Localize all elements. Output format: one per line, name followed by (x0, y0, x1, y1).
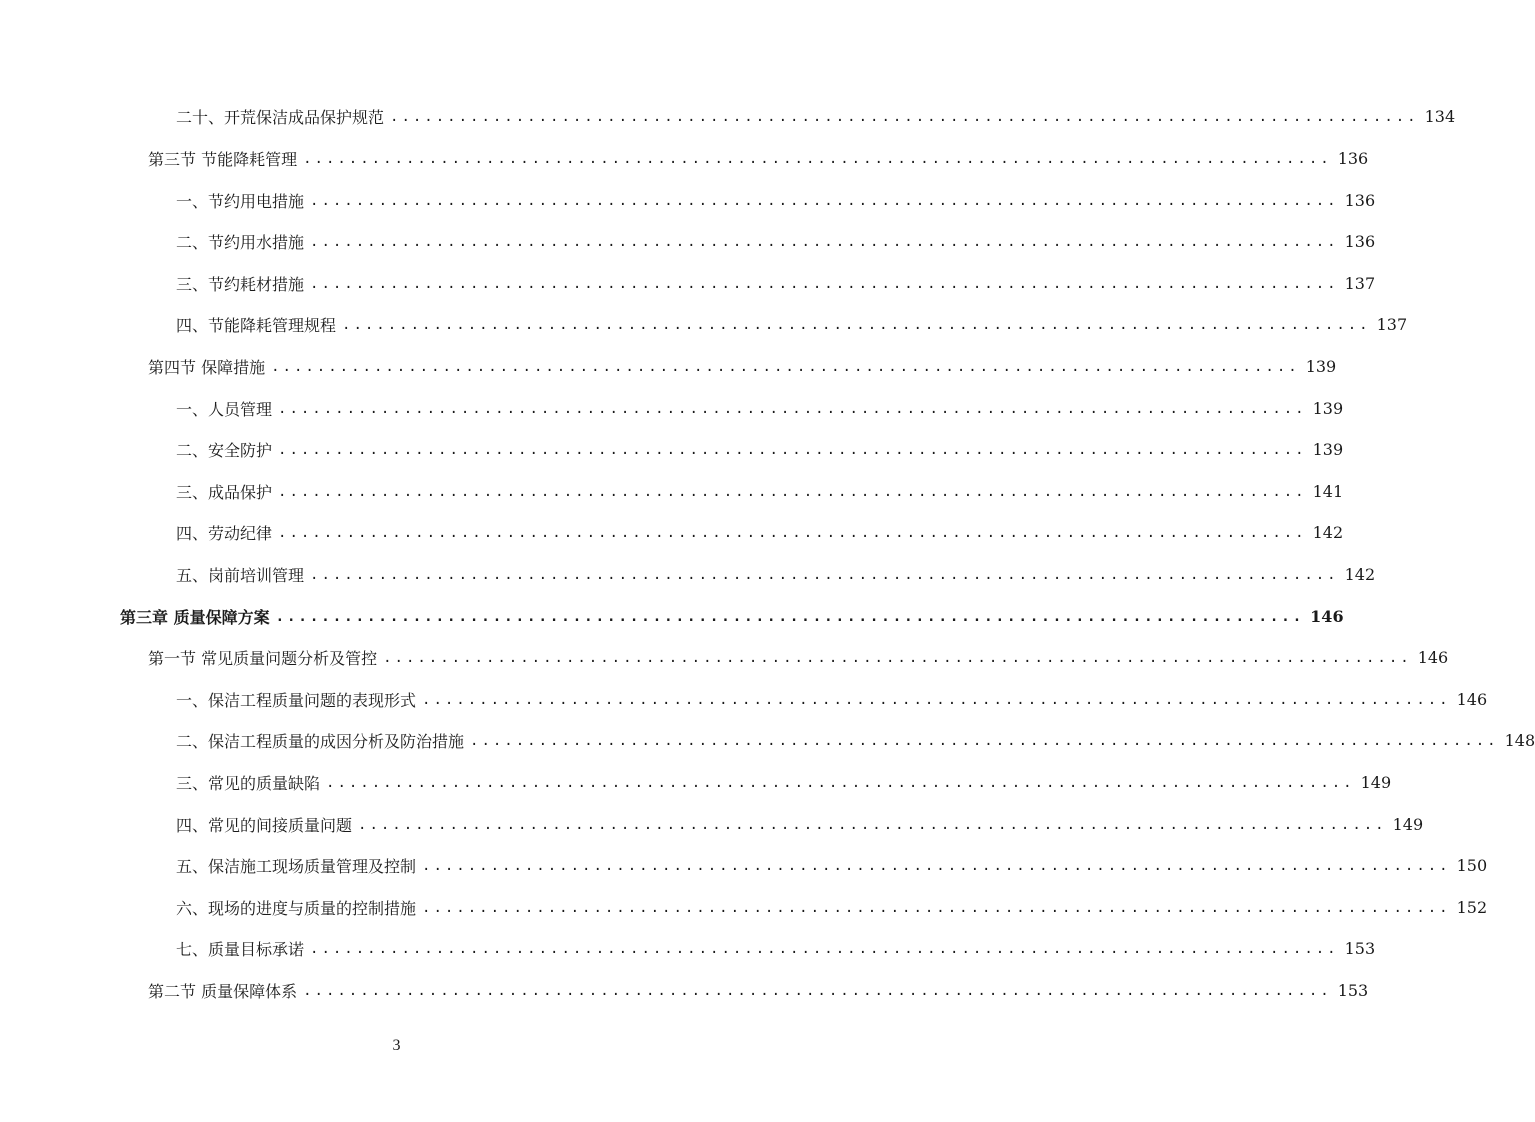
dot-leader: .......................................................................................... (278, 401, 1307, 417)
dot-leader: .......................................................................................... (303, 151, 1332, 167)
toc-entry-page: 136 (1344, 190, 1376, 210)
toc-entry-page: 136 (1344, 231, 1376, 251)
toc-entry-page: 152 (1456, 897, 1488, 917)
toc-entry[interactable] (176, 809, 1424, 839)
toc-entry-page: 150 (1456, 855, 1488, 875)
dot-leader: .......................................................................................... (310, 193, 1339, 209)
toc-entry-label: 二、保洁工程质量的成因分析及防治措施 (176, 731, 465, 751)
dot-leader: .......................................................................................... (310, 234, 1339, 250)
dot-leader: .......................................................................................... (326, 775, 1355, 791)
toc-entry-page: 146 (1456, 689, 1488, 709)
toc-entry-page: 146 (1417, 647, 1449, 667)
toc-entry[interactable] (148, 642, 1449, 672)
toc-entry[interactable] (176, 933, 1376, 963)
toc-entry[interactable] (176, 767, 1392, 797)
toc-entry-page: 141 (1312, 481, 1344, 501)
toc-entry-label: 一、人员管理 (176, 399, 273, 419)
toc-entry-label: 三、节约耗材措施 (176, 274, 305, 294)
dot-leader: .......................................................................................... (310, 941, 1339, 957)
dot-leader: .......................................................................................... (303, 983, 1332, 999)
dot-leader: .......................................................................................... (422, 858, 1451, 874)
toc-entry[interactable] (176, 309, 1408, 339)
toc-entry[interactable] (176, 559, 1376, 589)
dot-leader: .......................................................................................... (310, 276, 1339, 292)
toc-entry[interactable] (176, 850, 1488, 880)
toc-entry[interactable] (176, 101, 1456, 131)
toc-entry[interactable] (148, 143, 1369, 173)
dot-leader: .......................................................................................... (422, 692, 1451, 708)
toc-entry-page: 139 (1312, 439, 1344, 459)
toc-entry-label: 二、安全防护 (176, 440, 273, 460)
toc-entry[interactable] (176, 434, 1344, 464)
toc-entry-label: 四、劳动纪律 (176, 523, 273, 543)
toc-entry-page: 146 (1310, 606, 1344, 626)
toc-entry[interactable] (148, 351, 1337, 381)
toc-entry[interactable] (176, 517, 1344, 547)
toc-entry[interactable] (176, 476, 1344, 506)
toc-entry-label: 三、常见的质量缺陷 (176, 773, 321, 793)
toc-chapter-entry[interactable] (120, 601, 1344, 631)
toc-entry-page: 136 (1337, 148, 1369, 168)
toc-entry[interactable] (176, 892, 1488, 922)
toc-entry-page: 137 (1376, 314, 1408, 334)
toc-entry[interactable] (176, 268, 1376, 298)
dot-leader: .......................................................................................... (278, 525, 1307, 541)
toc-entry-page: 142 (1344, 564, 1376, 584)
toc-entry-page: 148 (1504, 730, 1535, 750)
dot-leader: .......................................................................................... (278, 442, 1307, 458)
toc-entry-page: 137 (1344, 273, 1376, 293)
toc-entry-page: 139 (1305, 356, 1337, 376)
toc-entry-label: 四、常见的间接质量问题 (176, 815, 353, 835)
toc-entry-label: 第四节 保障措施 (148, 357, 266, 377)
toc-entry-label: 二、节约用水措施 (176, 232, 305, 252)
toc-entry-label: 五、保洁施工现场质量管理及控制 (176, 856, 417, 876)
page-number: 3 (392, 1037, 401, 1054)
toc-entry-label: 二十、开荒保洁成品保护规范 (176, 107, 385, 127)
dot-leader: .......................................................................................... (310, 567, 1339, 583)
toc-entry-label: 三、成品保护 (176, 482, 273, 502)
toc-entry-label: 一、保洁工程质量问题的表现形式 (176, 690, 417, 710)
dot-leader: .......................................................................................... (422, 900, 1451, 916)
toc-entry-label: 第三章 质量保障方案 (120, 607, 270, 627)
toc-entry[interactable] (148, 975, 1369, 1005)
dot-leader: .......................................................................................... (278, 484, 1307, 500)
toc-entry-label: 第三节 节能降耗管理 (148, 149, 298, 169)
dot-leader: .......................................................................................... (358, 817, 1387, 833)
toc-entry-label: 第二节 质量保障体系 (148, 981, 298, 1001)
dot-leader: .......................................................................................... (342, 317, 1371, 333)
toc-entry[interactable] (176, 725, 1535, 755)
toc-entry-page: 139 (1312, 398, 1344, 418)
toc-entry-label: 一、节约用电措施 (176, 191, 305, 211)
toc-entry-label: 六、现场的进度与质量的控制措施 (176, 898, 417, 918)
dot-leader: .......................................................................................... (271, 359, 1300, 375)
dot-leader: .......................................................................................... (390, 109, 1419, 125)
toc-entry-page: 153 (1337, 980, 1369, 1000)
toc-entry-page: 134 (1424, 106, 1456, 126)
toc-entry-label: 第一节 常见质量问题分析及管控 (148, 648, 378, 668)
toc-entry-page: 142 (1312, 522, 1344, 542)
toc-entry-label: 七、质量目标承诺 (176, 939, 305, 959)
dot-leader: .......................................................................................... (383, 650, 1412, 666)
toc-entry[interactable] (176, 684, 1488, 714)
toc-entry-page: 149 (1392, 814, 1424, 834)
toc-entry-label: 五、岗前培训管理 (176, 565, 305, 585)
dot-leader: .......................................................................................... (275, 609, 1305, 625)
toc-entry[interactable] (176, 185, 1376, 215)
toc-entry-page: 153 (1344, 938, 1376, 958)
toc-entry[interactable] (176, 393, 1344, 423)
toc-entry-label: 四、节能降耗管理规程 (176, 315, 337, 335)
toc-entry[interactable] (176, 226, 1376, 256)
dot-leader: .......................................................................................... (470, 733, 1499, 749)
toc-entry-page: 149 (1360, 772, 1392, 792)
